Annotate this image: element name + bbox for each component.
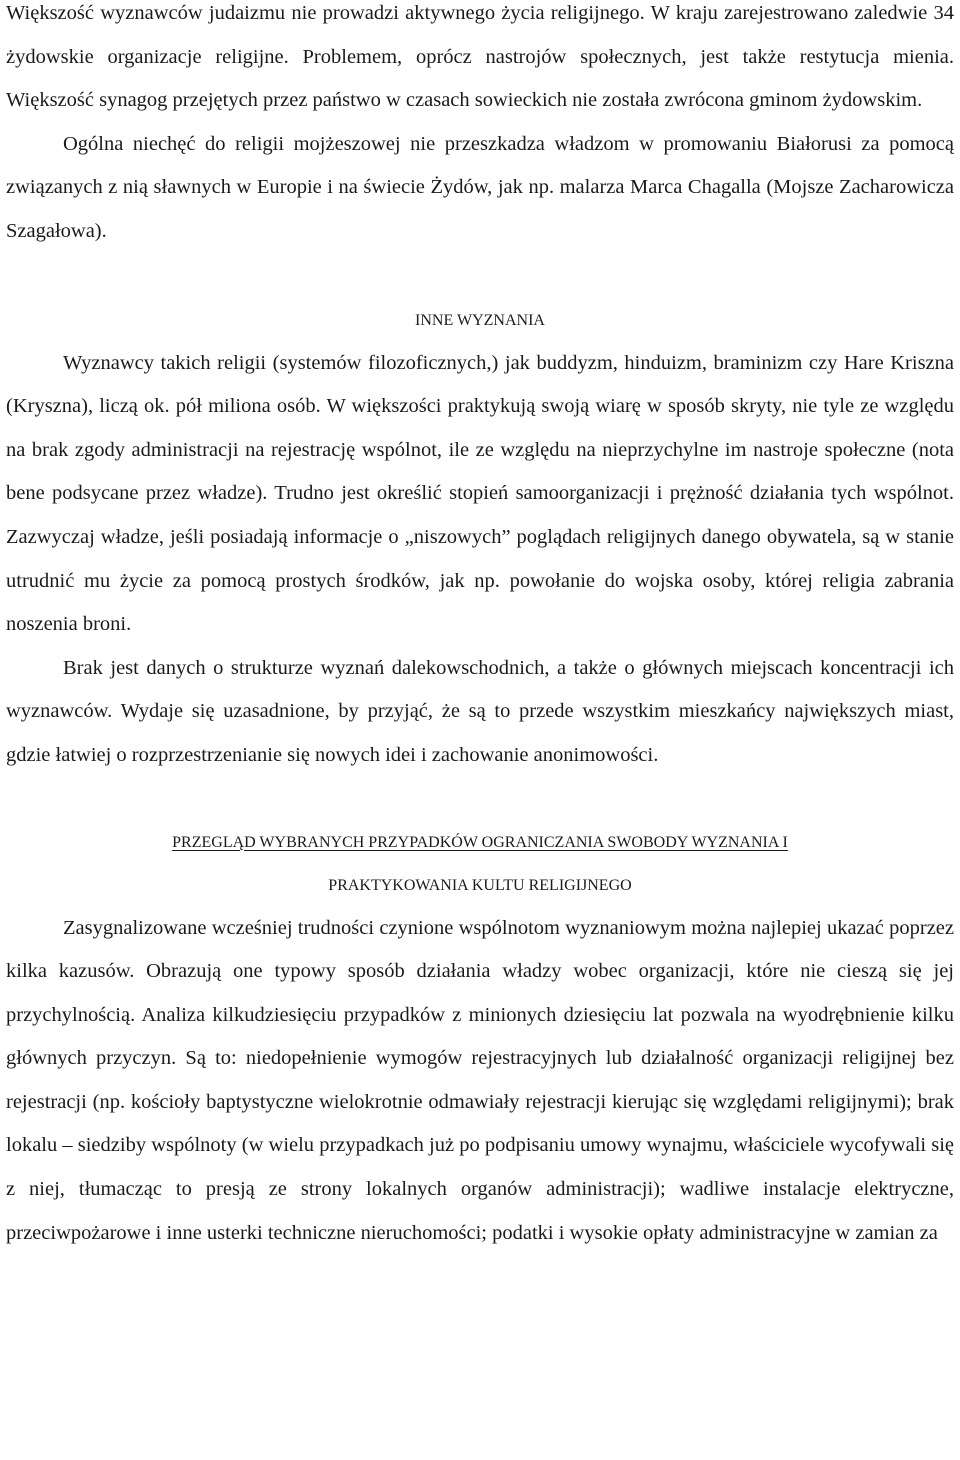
- paragraph-case-studies: Zasygnalizowane wcześniej trudności czynione wspólnotom wyznaniowym można najlepiej ukazać poprzez kilka kazusów. Obrazują one typowy sposób działania władzy wobec organizacji, które nie cieszą się jej przychylnością. Analiza kilkudziesięciu przypadków z minionych dziesięciu lat pozwala na wyodrębnienie kilku głównych przyczyn. Są to: niedopełnienie wymogów rejestracyjnych lub działalność organizacji religijnej bez rejestracji (np. kościoły baptystyczne wielokrotnie odmawiały rejestracji kierując się względami religijnymi); brak lokalu – siedziby wspólnoty (w wielu przypadkach już po podpisaniu umowy wynajmu, właściciele wycofywali się z niej, tłumacząc to presją ze strony lokalnych organów administracji); wadliwe instalacje elektryczne, przeciwpożarowe i inne usterki techniczne nieruchomości; podatki i wysokie opłaty administracyjne w zamian za: [6, 916, 954, 1244]
- spacer: [6, 254, 954, 298]
- section-heading-przeglad-line-1: PRZEGLĄD WYBRANYCH PRZYPADKÓW OGRANICZANIA SWOBODY WYZNANIA I: [172, 833, 788, 851]
- paragraph-other-religions: Wyznawcy takich religii (systemów filozoficznych,) jak buddyzm, hinduizm, braminizm czy Hare Kriszna (Kryszna), liczą ok. pół miliona osób. W większości praktykują swoją wiarę w sposób skryty, nie tyle ze względu na brak zgody administracji na rejestrację wspólnot, ile ze względu na nieprzychylne im nastroje społeczne (nota bene podsycane przez władze). Trudno jest określić stopień samoorganizacji i prężność działania tych wspólnot. Zazwyczaj władze, jeśli posiadają informacje o „niszowych” poglądach religijnych danego obywatela, są w stanie utrudnić mu życie za pomocą prostych środków, jak np. powołanie do wojska osoby, której religia zabrania noszenia broni.: [6, 351, 954, 636]
- paragraph-far-east-religions: Brak jest danych o strukturze wyznań dalekowschodnich, a także o głównych miejscach koncentracji ich wyznawców. Wydaje się uzasadnione, by przyjąć, że są to przede wszystkim mieszkańcy największych miast, gdzie łatwiej o rozprzestrzenianie się nowych idei i zachowanie anonimowości.: [6, 656, 954, 766]
- section-heading-inne-wyznania: INNE WYZNANIA: [415, 311, 545, 329]
- paragraph-judaism-promotion: Ogólna niechęć do religii mojżeszowej nie przeszkadza władzom w promowaniu Białorusi za pomocą związanych z nią sławnych w Europie i na świecie Żydów, jak np. malarza Marca Chagalla (Mojsze Zacharowicza Szagałowa).: [6, 132, 954, 242]
- paragraph-judaism-activity: Większość wyznawców judaizmu nie prowadzi aktywnego życia religijnego. W kraju zarejestrowano zaledwie 34 żydowskie organizacje religijne. Problemem, oprócz nastrojów społecznych, jest także restytucja mienia. Większość synagog przejętych przez państwo w czasach sowieckich nie została zwrócona gminom żydowskim.: [6, 2, 954, 112]
- section-heading-przeglad-line-2: PRAKTYKOWANIA KULTU RELIGIJNEGO: [328, 876, 632, 894]
- document-page: [6, 0, 954, 1255]
